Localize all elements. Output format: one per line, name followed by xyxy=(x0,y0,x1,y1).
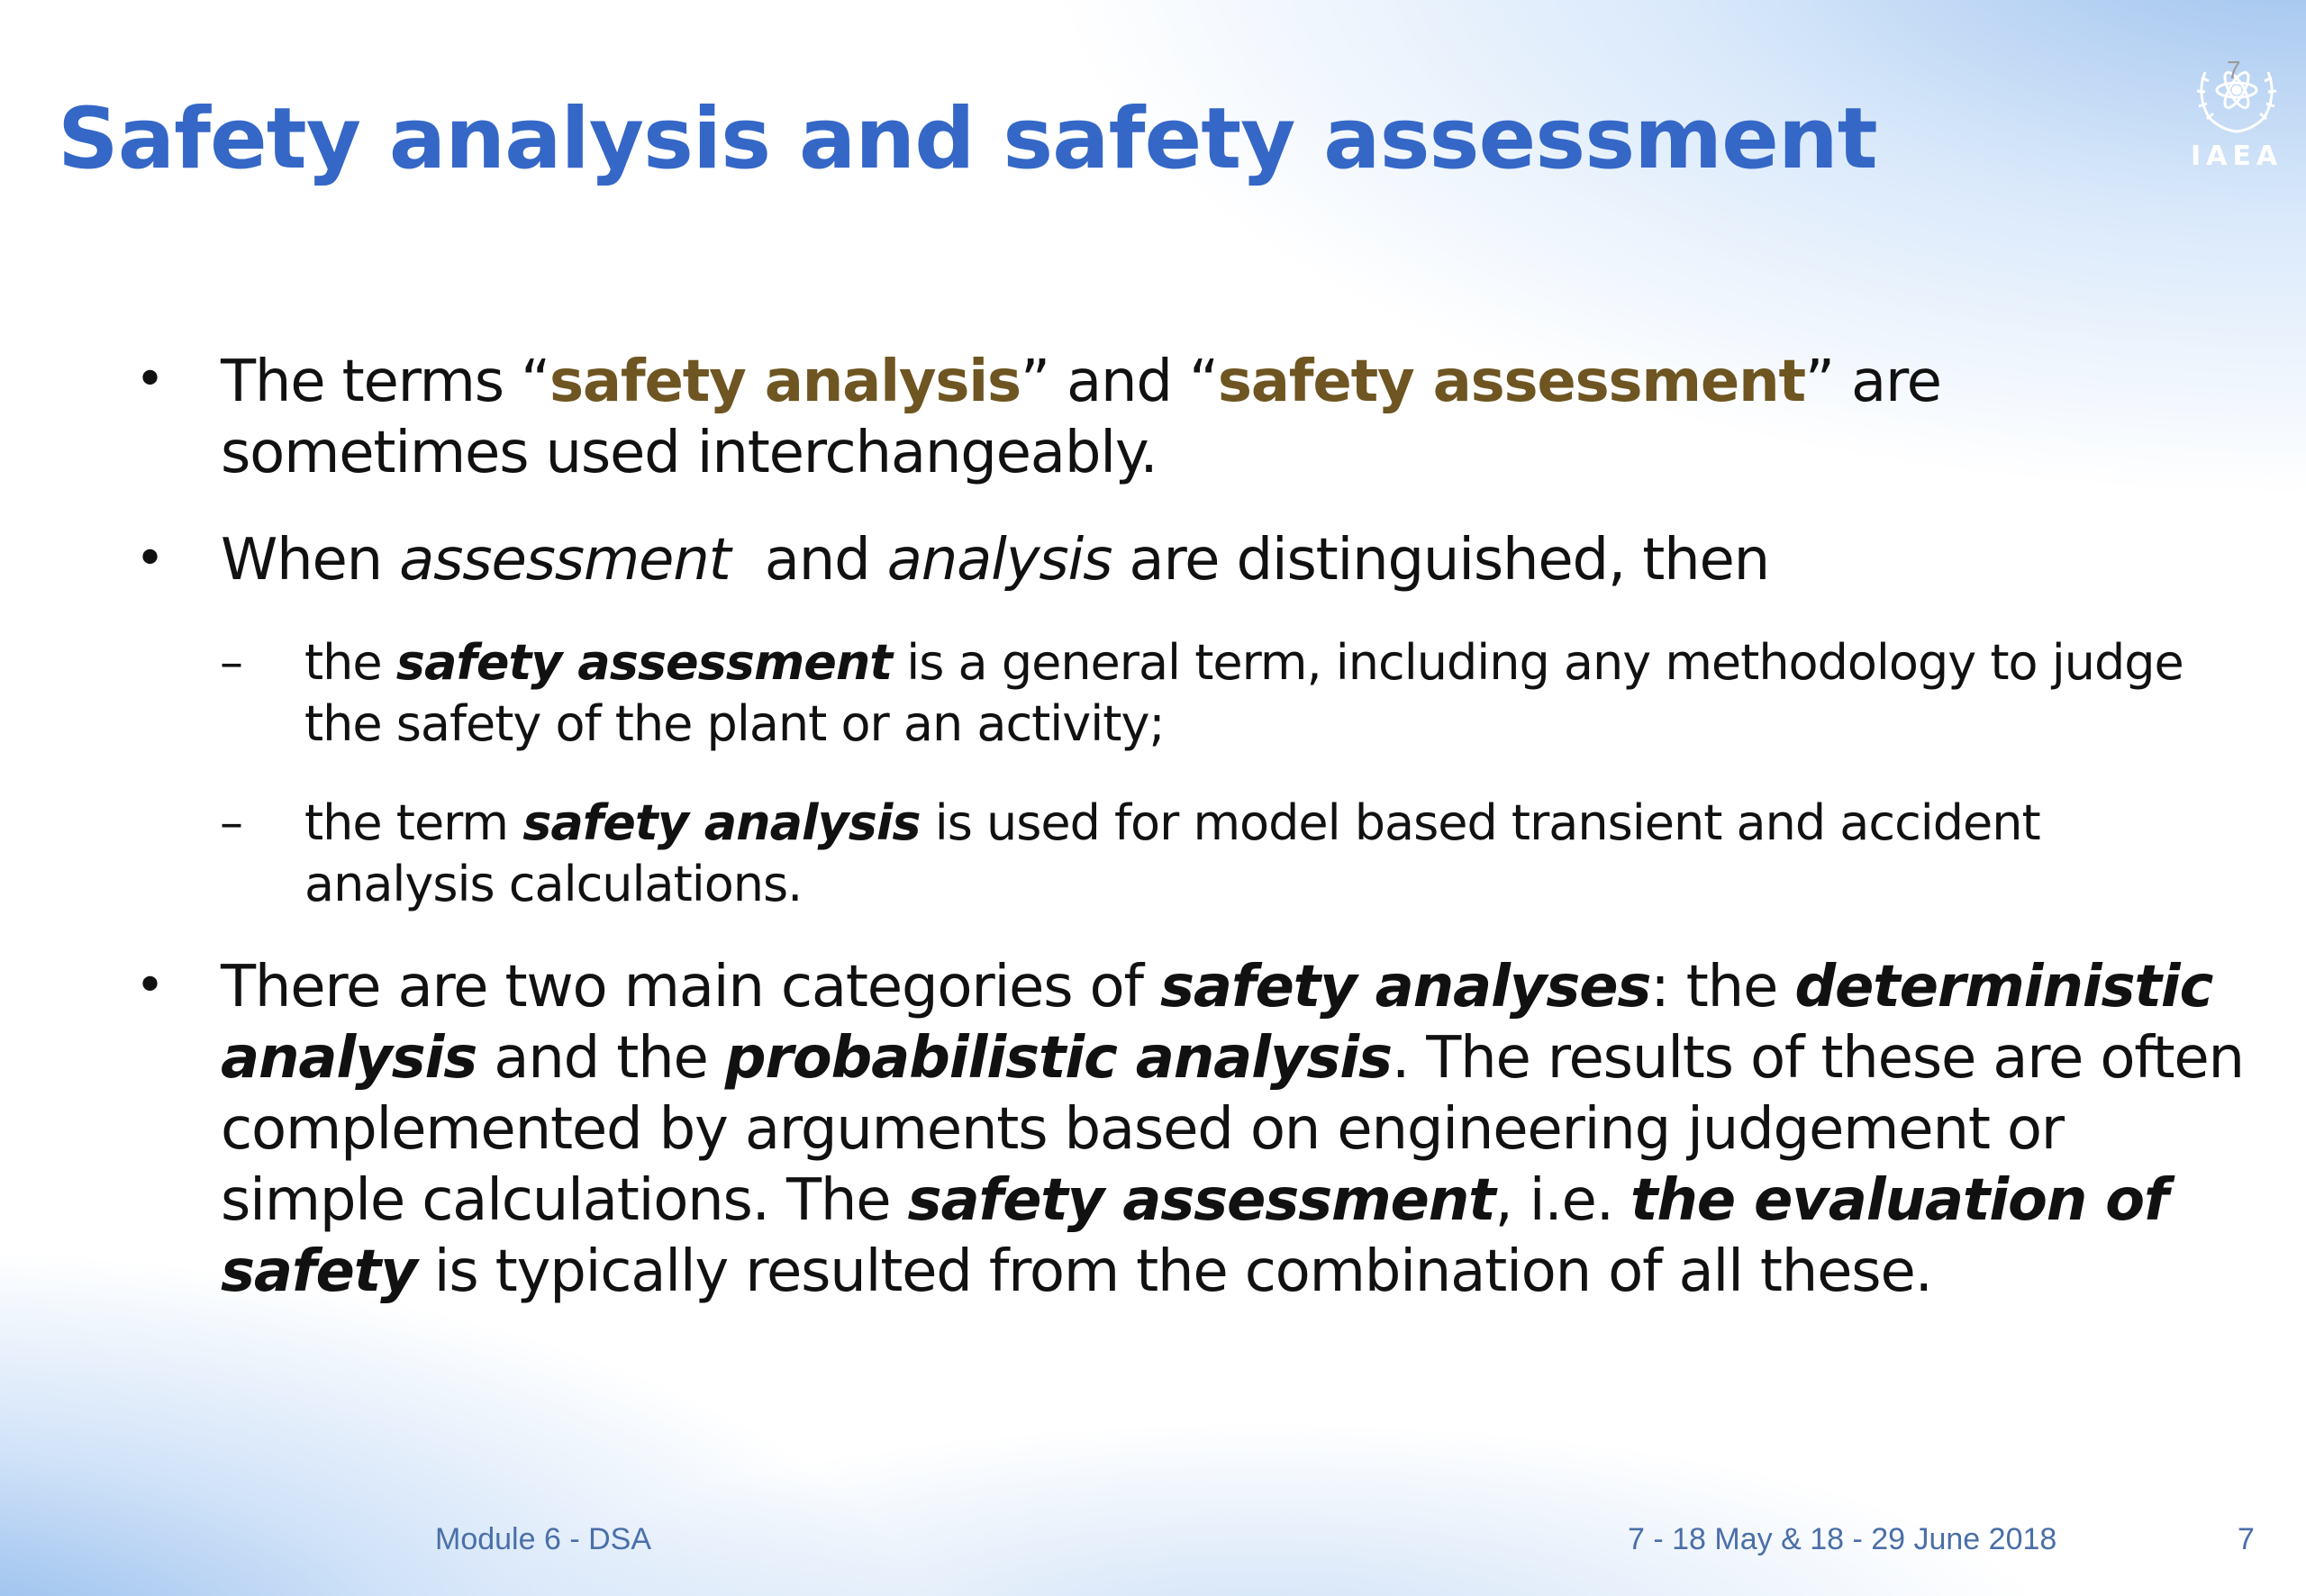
text-run: and the xyxy=(477,1025,725,1092)
bold-italic-term: deterministic analysis xyxy=(221,954,2213,1092)
bullet-item xyxy=(221,347,2247,489)
footer-dates: 7 - 18 May & 18 - 29 June 2018 xyxy=(1628,1522,2057,1556)
text-run: : the xyxy=(1650,954,1795,1020)
bold-italic-term: the evaluation of safety xyxy=(221,1167,2168,1305)
text-run: When xyxy=(221,527,400,594)
dash-marker: – xyxy=(220,796,243,850)
text-run: the term xyxy=(304,794,523,851)
footer-page-number: 7 xyxy=(2238,1522,2255,1556)
text-run: ” and “ xyxy=(1020,349,1218,415)
bullet-marker: • xyxy=(135,957,166,1015)
text-run: is a general term, including any methodology to judge the safety of the plant or an activity; xyxy=(304,634,2183,752)
iaea-logo xyxy=(2178,54,2295,178)
highlighted-term: safety analysis xyxy=(549,349,1021,415)
text-run: . The results of these are often complemented by arguments based on engineering judgement or simple calculations. The xyxy=(221,1025,2244,1234)
bold-italic-term: safety analyses xyxy=(1159,954,1651,1020)
italic-term: assessment xyxy=(399,527,731,594)
dash-marker: – xyxy=(220,636,243,690)
text-run: is used for model based transient and accident analysis calculations. xyxy=(304,794,2040,912)
bullet-item xyxy=(221,525,2247,596)
logo-text: IAEA xyxy=(2190,141,2283,172)
italic-term: analysis xyxy=(886,527,1112,594)
bold-italic-term: probabilistic analysis xyxy=(724,1025,1392,1092)
text-run: is typically resulted from the combination of all these. xyxy=(416,1238,1932,1305)
bold-italic-term: safety assessment xyxy=(395,634,893,691)
text-run: and xyxy=(730,527,887,594)
text-run: , i.e. xyxy=(1494,1167,1630,1234)
bullet-item xyxy=(221,952,2247,1308)
footer-module: Module 6 - DSA xyxy=(435,1522,651,1556)
text-run: There are two main categories of xyxy=(221,954,1160,1020)
bullet-marker: • xyxy=(135,530,166,588)
sub-item xyxy=(304,793,2241,915)
corner-slide-number: 7 xyxy=(2227,56,2241,84)
slide-title: Safety analysis and safety assessment xyxy=(58,90,1877,188)
text-run: are distinguished, then xyxy=(1112,527,1770,594)
bold-italic-term: safety analysis xyxy=(522,794,921,851)
sub-item xyxy=(304,632,2241,755)
highlighted-term: safety assessment xyxy=(1217,349,1805,415)
text-run: ” are sometimes used interchangeably. xyxy=(221,349,1941,486)
bullet-marker: • xyxy=(135,350,166,409)
bold-italic-term: safety assessment xyxy=(907,1167,1495,1234)
text-run: the xyxy=(304,634,396,691)
text-run: The terms “ xyxy=(221,349,550,415)
